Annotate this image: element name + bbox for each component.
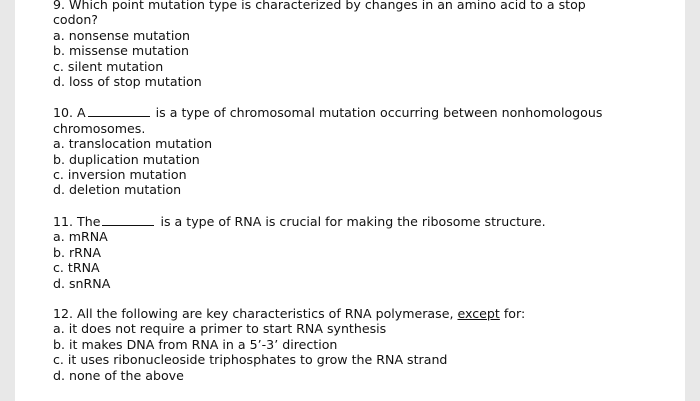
question-10-stem-suffix: is a type of chromosomal mutation occurring between nonhomologous xyxy=(155,105,603,121)
question-10 xyxy=(53,104,673,197)
question-12-stem-line-1 xyxy=(53,306,673,321)
question-12-stem-prefix: 12. All the following are key characteristics of RNA polymerase, xyxy=(53,305,454,321)
question-10-answer-blank xyxy=(88,104,150,117)
question-11-stem-prefix: 11. The xyxy=(53,213,101,229)
question-11 xyxy=(53,213,673,291)
question-12-stem-emphasis: except xyxy=(457,305,500,321)
question-11-option-b: b. rRNA xyxy=(53,244,101,260)
question-11-answer-blank xyxy=(102,213,154,226)
question-10-option-b: b. duplication mutation xyxy=(53,151,200,167)
question-11-option-c: c. tRNA xyxy=(53,260,100,276)
question-11-option-a: a. mRNA xyxy=(53,229,108,245)
question-9 xyxy=(53,0,673,89)
question-12-option-d: d. none of the above xyxy=(53,367,184,383)
question-10-option-d: d. deletion mutation xyxy=(53,182,182,198)
question-12-stem-suffix: for: xyxy=(503,305,526,321)
question-9-option-c: c. silent mutation xyxy=(53,58,164,74)
question-list xyxy=(53,0,673,383)
question-9-option-d: d. loss of stop mutation xyxy=(53,74,202,90)
question-12-option-c: c. it uses ribonucleoside triphosphates to grow the RNA strand xyxy=(53,352,448,368)
document-page xyxy=(15,0,685,401)
question-11-option-d: d. snRNA xyxy=(53,275,111,291)
question-9-option-a: a. nonsense mutation xyxy=(53,27,191,43)
question-10-stem-line-2: chromosomes. xyxy=(53,120,146,136)
question-11-stem-line-1 xyxy=(53,213,673,229)
question-12-option-a: a. it does not require a primer to start RNA synthesis xyxy=(53,321,387,337)
question-9-stem-line-1: 9. Which point mutation type is characterized by changes in an amino acid to a stop xyxy=(53,0,586,12)
question-10-stem-prefix: 10. A xyxy=(53,105,86,121)
question-12-option-b: b. it makes DNA from RNA in a 5’-3’ direction xyxy=(53,336,338,352)
question-9-stem-line-2: codon? xyxy=(53,12,98,28)
question-12 xyxy=(53,306,673,383)
question-9-option-b: b. missense mutation xyxy=(53,43,189,59)
question-10-option-c: c. inversion mutation xyxy=(53,167,187,183)
question-11-stem-suffix: is a type of RNA is crucial for making the ribosome structure. xyxy=(160,213,546,229)
question-10-stem-line-1 xyxy=(53,104,673,120)
question-10-option-a: a. translocation mutation xyxy=(53,136,213,152)
